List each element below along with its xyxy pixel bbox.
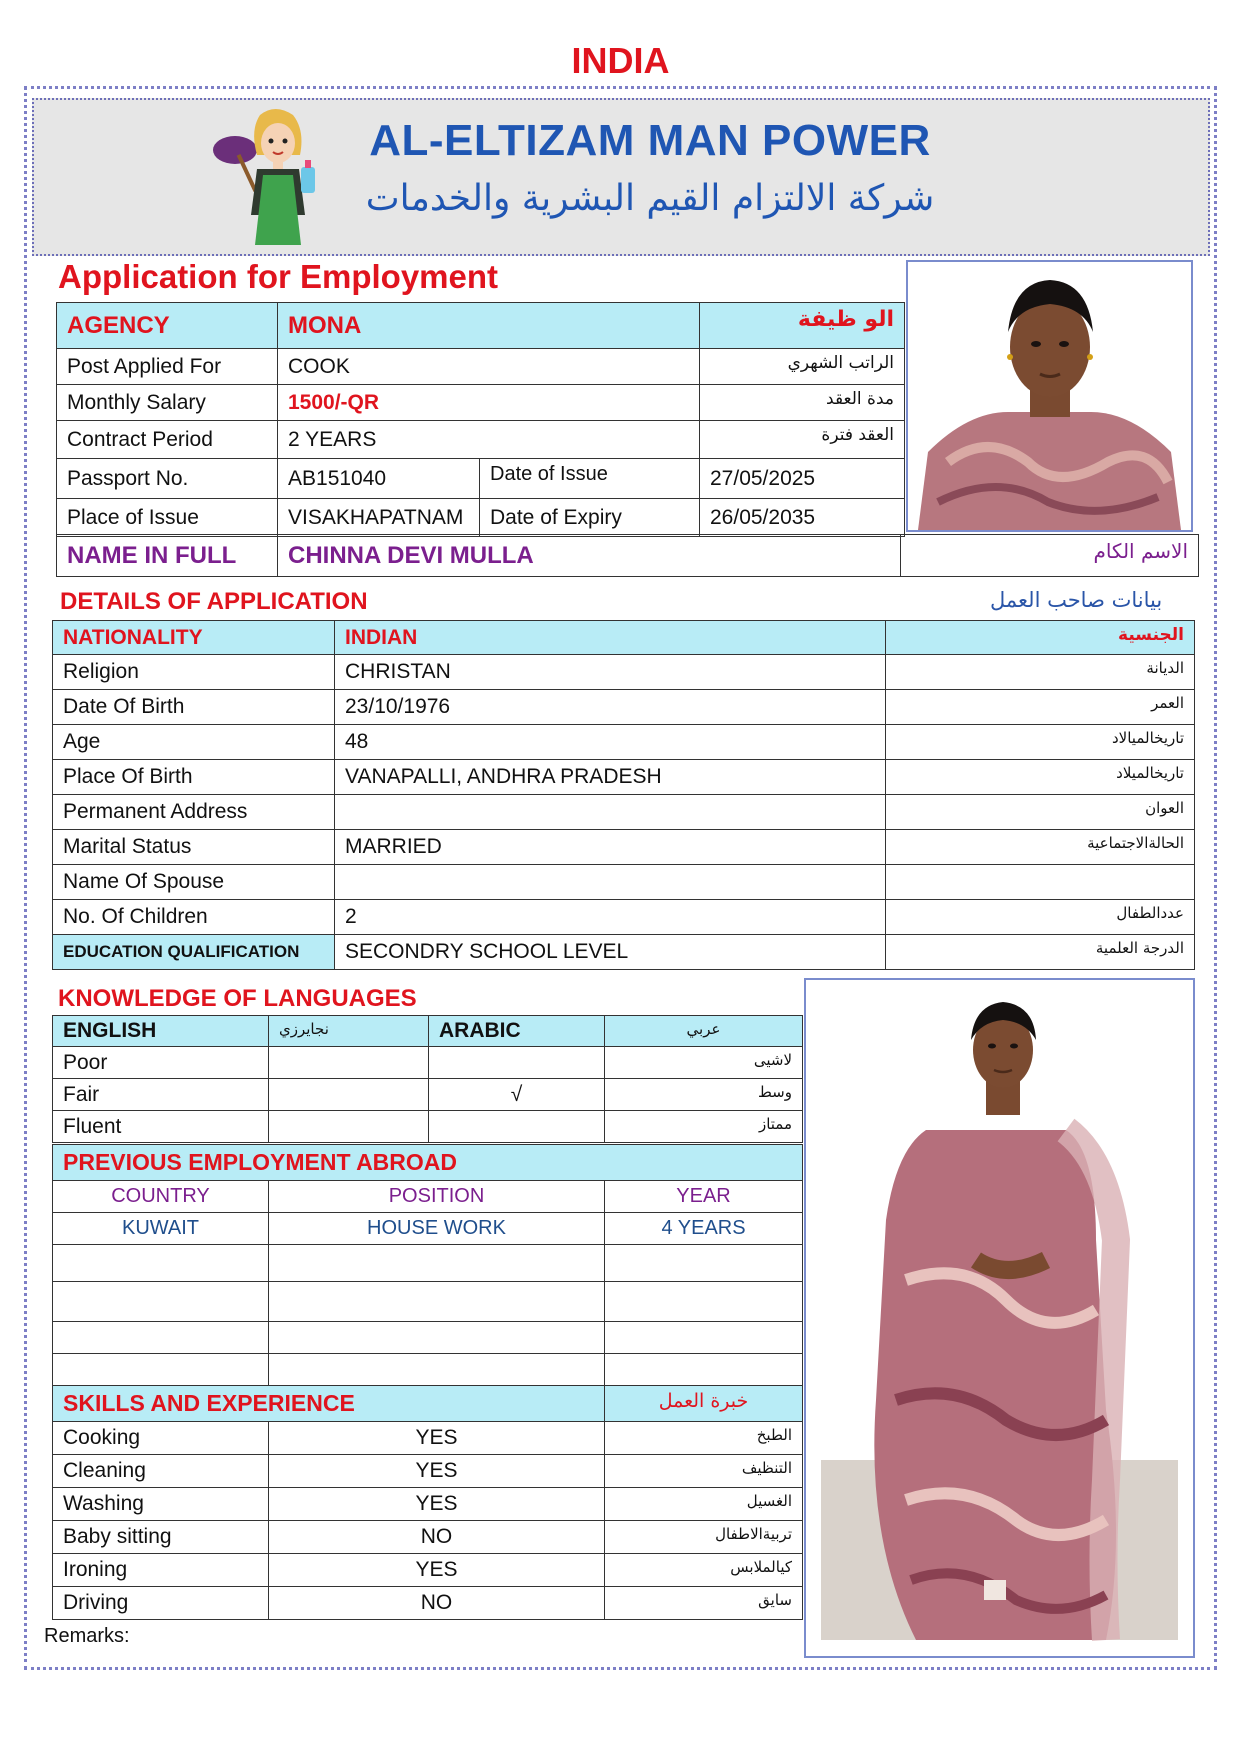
agency-label: AGENCY xyxy=(57,303,278,349)
employment-empty-cell xyxy=(269,1282,605,1322)
age-label: Age xyxy=(53,725,335,760)
skill-washing-value: YES xyxy=(269,1488,605,1521)
level-poor-label: Poor xyxy=(53,1047,269,1079)
skill-driving-arabic: سايق xyxy=(605,1587,803,1620)
age-value: 48 xyxy=(335,725,886,760)
skills-title-arabic: خبرة العمل xyxy=(605,1386,803,1422)
employment-empty-cell xyxy=(53,1245,269,1282)
employment-country: KUWAIT xyxy=(53,1213,269,1245)
company-name-arabic: شركة الالتزام القيم البشرية والخدمات xyxy=(365,178,935,219)
level-poor-label-arabic: لاشيى xyxy=(605,1047,803,1079)
maid-logo-icon xyxy=(205,105,340,255)
age-arabic: تاريخالميالاد xyxy=(886,725,1195,760)
arabic-header: ARABIC xyxy=(429,1016,605,1047)
full-name-value: CHINNA DEVI MULLA xyxy=(278,535,901,577)
nationality-value: INDIAN xyxy=(335,621,886,655)
education-arabic: الدرجة العلمية xyxy=(886,935,1195,970)
passport-table xyxy=(56,458,905,537)
skill-babysitting-value: NO xyxy=(269,1521,605,1554)
marital-label: Marital Status xyxy=(53,830,335,865)
agency-value: MONA xyxy=(278,303,700,349)
employment-empty-cell xyxy=(605,1282,803,1322)
post-label: Post Applied For xyxy=(57,349,278,385)
issue-date-value: 27/05/2025 xyxy=(700,459,905,499)
employment-empty-cell xyxy=(269,1322,605,1354)
skill-ironing-label: Ironing xyxy=(53,1554,269,1587)
employment-empty-cell xyxy=(53,1322,269,1354)
nationality-arabic: الجنسية xyxy=(886,621,1195,655)
religion-label: Religion xyxy=(53,655,335,690)
employment-header-year: YEAR xyxy=(605,1181,803,1213)
employment-title: PREVIOUS EMPLOYMENT ABROAD xyxy=(53,1145,803,1181)
details-table xyxy=(52,620,1195,970)
post-arabic: الراتب الشهري xyxy=(700,349,905,385)
skill-cooking-label: Cooking xyxy=(53,1422,269,1455)
children-label: No. Of Children xyxy=(53,900,335,935)
level-fluent-label: Fluent xyxy=(53,1111,269,1143)
employment-empty-cell xyxy=(605,1354,803,1386)
skill-cooking-value: YES xyxy=(269,1422,605,1455)
dob-label: Date Of Birth xyxy=(53,690,335,725)
country-heading: INDIA xyxy=(571,40,670,81)
salary-arabic: مدة العقد xyxy=(700,385,905,421)
issue-date-label: Date of Issue xyxy=(480,459,700,499)
level-fluent-arabic xyxy=(429,1111,605,1143)
skill-driving-value: NO xyxy=(269,1587,605,1620)
level-fair-label: Fair xyxy=(53,1079,269,1111)
level-fluent-english xyxy=(269,1111,429,1143)
skill-cleaning-value: YES xyxy=(269,1455,605,1488)
skill-washing-arabic: الغسيل xyxy=(605,1488,803,1521)
level-fair-label-arabic: وسط xyxy=(605,1079,803,1111)
level-poor-arabic xyxy=(429,1047,605,1079)
level-fluent-label-arabic: ممتاز xyxy=(605,1111,803,1143)
passport-value: AB151040 xyxy=(278,459,480,499)
religion-value: CHRISTAN xyxy=(335,655,886,690)
address-label: Permanent Address xyxy=(53,795,335,830)
skill-ironing-arabic: كيالملابس xyxy=(605,1554,803,1587)
expiry-date-value: 26/05/2035 xyxy=(700,499,905,537)
languages-title: KNOWLEDGE OF LANGUAGES xyxy=(58,985,417,1012)
spouse-label: Name Of Spouse xyxy=(53,865,335,900)
full-name-label: NAME IN FULL xyxy=(57,535,278,577)
languages-table xyxy=(52,1015,803,1143)
full-name-arabic: الاسم الكام xyxy=(901,535,1199,577)
employment-empty-cell xyxy=(605,1322,803,1354)
form-title: Application for Employment xyxy=(58,258,499,295)
contract-arabic: العقد فترة xyxy=(700,421,905,459)
skill-washing-label: Washing xyxy=(53,1488,269,1521)
dob-arabic: العمر xyxy=(886,690,1195,725)
address-value xyxy=(335,795,886,830)
agency-arabic: الو ظيفة xyxy=(700,303,905,349)
expiry-date-label: Date of Expiry xyxy=(480,499,700,537)
nationality-label: NATIONALITY xyxy=(53,621,335,655)
children-value: 2 xyxy=(335,900,886,935)
birthplace-arabic: تاريخالميلاد xyxy=(886,760,1195,795)
company-name: AL-ELTIZAM MAN POWER xyxy=(369,116,931,165)
skill-cleaning-label: Cleaning xyxy=(53,1455,269,1488)
employment-position: HOUSE WORK xyxy=(269,1213,605,1245)
salary-label: Monthly Salary xyxy=(57,385,278,421)
education-value: SECONDRY SCHOOL LEVEL xyxy=(335,935,886,970)
marital-arabic: الحالةالاجتماعية xyxy=(886,830,1195,865)
employment-empty-cell xyxy=(269,1354,605,1386)
english-header-arabic: نجايرزي xyxy=(269,1016,429,1047)
skills-title: SKILLS AND EXPERIENCE xyxy=(53,1386,605,1422)
salary-value: 1500/-QR xyxy=(278,385,700,421)
name-table xyxy=(56,534,1199,577)
employment-empty-cell xyxy=(53,1282,269,1322)
spouse-arabic xyxy=(886,865,1195,900)
english-header: ENGLISH xyxy=(53,1016,269,1047)
marital-value: MARRIED xyxy=(335,830,886,865)
skill-ironing-value: YES xyxy=(269,1554,605,1587)
birthplace-label: Place Of Birth xyxy=(53,760,335,795)
agency-table xyxy=(56,302,905,459)
skill-driving-label: Driving xyxy=(53,1587,269,1620)
spouse-value xyxy=(335,865,886,900)
employment-empty-cell xyxy=(53,1354,269,1386)
skill-cooking-arabic: الطبخ xyxy=(605,1422,803,1455)
level-poor-english xyxy=(269,1047,429,1079)
birthplace-value: VANAPALLI, ANDHRA PRADESH xyxy=(335,760,886,795)
employment-empty-cell xyxy=(605,1245,803,1282)
skill-babysitting-arabic: تربيةالاطفال xyxy=(605,1521,803,1554)
level-fair-english xyxy=(269,1079,429,1111)
religion-arabic: الديانة xyxy=(886,655,1195,690)
details-title-arabic: بيانات صاحب العمل xyxy=(990,588,1163,612)
skill-babysitting-label: Baby sitting xyxy=(53,1521,269,1554)
remarks-label: Remarks: xyxy=(44,1625,130,1647)
skills-table xyxy=(52,1385,803,1620)
contract-value: 2 YEARS xyxy=(278,421,700,459)
address-arabic: العوان xyxy=(886,795,1195,830)
arabic-header-arabic: عربي xyxy=(605,1016,803,1047)
full-body-photo xyxy=(804,978,1195,1658)
contract-label: Contract Period xyxy=(57,421,278,459)
place-of-issue-label: Place of Issue xyxy=(57,499,278,537)
details-title: DETAILS OF APPLICATION xyxy=(60,588,368,615)
employment-header-country: COUNTRY xyxy=(53,1181,269,1213)
employment-header-position: POSITION xyxy=(269,1181,605,1213)
passport-label: Passport No. xyxy=(57,459,278,499)
post-value: COOK xyxy=(278,349,700,385)
employment-empty-cell xyxy=(269,1245,605,1282)
level-fair-arabic: √ xyxy=(429,1079,605,1111)
place-of-issue-value: VISAKHAPATNAM xyxy=(278,499,480,537)
employment-year: 4 YEARS xyxy=(605,1213,803,1245)
children-arabic: عددالطفال xyxy=(886,900,1195,935)
education-label: EDUCATION QUALIFICATION xyxy=(53,935,335,970)
dob-value: 23/10/1976 xyxy=(335,690,886,725)
skill-cleaning-arabic: التنظيف xyxy=(605,1455,803,1488)
portrait-photo xyxy=(906,260,1193,532)
employment-table xyxy=(52,1144,803,1386)
